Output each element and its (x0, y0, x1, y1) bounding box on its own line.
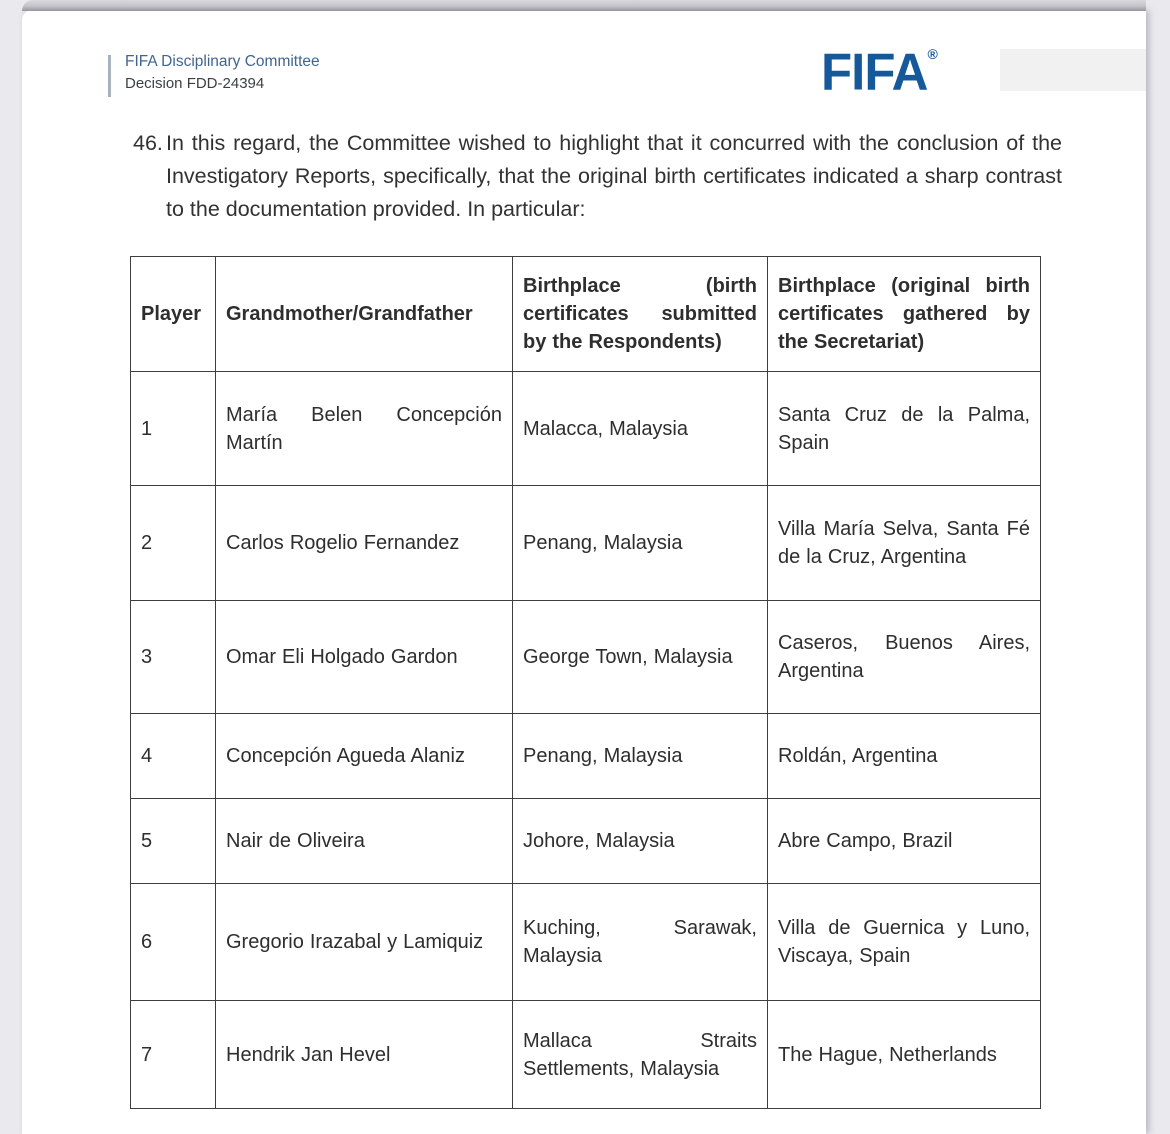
header-cell-birthplace-original: Birthplace (original birth certificates gathered by the Secretariat) (768, 257, 1041, 372)
header-cell-grandparent: Grandmother/Grandfather (216, 257, 513, 372)
fifa-logo (821, 41, 938, 101)
header-cell-birthplace-submitted: Birthplace (birth certificates submitted by the Respondents) (513, 257, 768, 372)
decision-number: Decision FDD-24394 (125, 75, 265, 92)
header-cell-player: Player (131, 257, 216, 372)
table-cell-grandparent: Carlos Rogelio Fernandez (216, 486, 513, 601)
table-cell-birthplace-submitted: Malacca, Malaysia (513, 372, 768, 486)
table-cell-player: 3 (131, 601, 216, 714)
table-cell-birthplace-submitted: Penang, Malaysia (513, 486, 768, 601)
table-cell-grandparent: Hendrik Jan Hevel (216, 1001, 513, 1109)
table-cell-birthplace-submitted: Mallaca Straits Settlements, Malaysia (513, 1001, 768, 1109)
table-row (131, 714, 1041, 799)
table-cell-grandparent: Concepción Agueda Alaniz (216, 714, 513, 799)
table-cell-player: 7 (131, 1001, 216, 1109)
table-cell-birthplace-original: Roldán, Argentina (768, 714, 1041, 799)
table-cell-birthplace-original: Caseros, Buenos Aires, Argentina (768, 601, 1041, 714)
table-cell-grandparent: María Belen Concepción Martín (216, 372, 513, 486)
redacted-area (1000, 49, 1146, 91)
table-cell-birthplace-submitted: Kuching, Sarawak, Malaysia (513, 884, 768, 1001)
table-cell-birthplace-original: The Hague, Netherlands (768, 1001, 1041, 1109)
table-cell-birthplace-submitted: Penang, Malaysia (513, 714, 768, 799)
paragraph-text: In this regard, the Committee wished to highlight that it concurred with the conclusion of the Investigatory Reports, specifically, that the original birth certificates indicated a sharp contrast to the documentation provided. In particular: (166, 131, 1062, 221)
fifa-logo-text: FIFA (821, 42, 928, 101)
table-row (131, 486, 1041, 601)
table-row (131, 1001, 1041, 1109)
document-page (22, 10, 1146, 1134)
table-cell-player: 2 (131, 486, 216, 601)
table-cell-birthplace-submitted: Johore, Malaysia (513, 799, 768, 884)
table-cell-birthplace-submitted: George Town, Malaysia (513, 601, 768, 714)
table-row (131, 372, 1041, 486)
table-cell-birthplace-original: Villa de Guernica y Luno, Viscaya, Spain (768, 884, 1041, 1001)
table-row (131, 884, 1041, 1001)
table-cell-player: 5 (131, 799, 216, 884)
table-cell-grandparent: Omar Eli Holgado Gardon (216, 601, 513, 714)
table-cell-grandparent: Nair de Oliveira (216, 799, 513, 884)
paragraph-46 (133, 127, 1062, 226)
table-row (131, 601, 1041, 714)
document-header (108, 52, 320, 94)
table-cell-player: 6 (131, 884, 216, 1001)
table-cell-birthplace-original: Abre Campo, Brazil (768, 799, 1041, 884)
paragraph-number: 46. (133, 131, 163, 155)
table-cell-player: 1 (131, 372, 216, 486)
table-cell-player: 4 (131, 714, 216, 799)
table-cell-birthplace-original: Villa María Selva, Santa Fé de la Cruz, Argentina (768, 486, 1041, 601)
table-header-row (131, 257, 1041, 372)
table-cell-grandparent: Gregorio Irazabal y Lamiquiz (216, 884, 513, 1001)
registered-trademark-symbol: ® (927, 45, 938, 62)
table-row (131, 799, 1041, 884)
page-top-edge (22, 0, 1146, 11)
birthplace-comparison-table (130, 256, 1041, 1109)
table-cell-birthplace-original: Santa Cruz de la Palma, Spain (768, 372, 1041, 486)
committee-title: FIFA Disciplinary Committee (125, 53, 320, 70)
header-divider-bar (108, 55, 111, 97)
